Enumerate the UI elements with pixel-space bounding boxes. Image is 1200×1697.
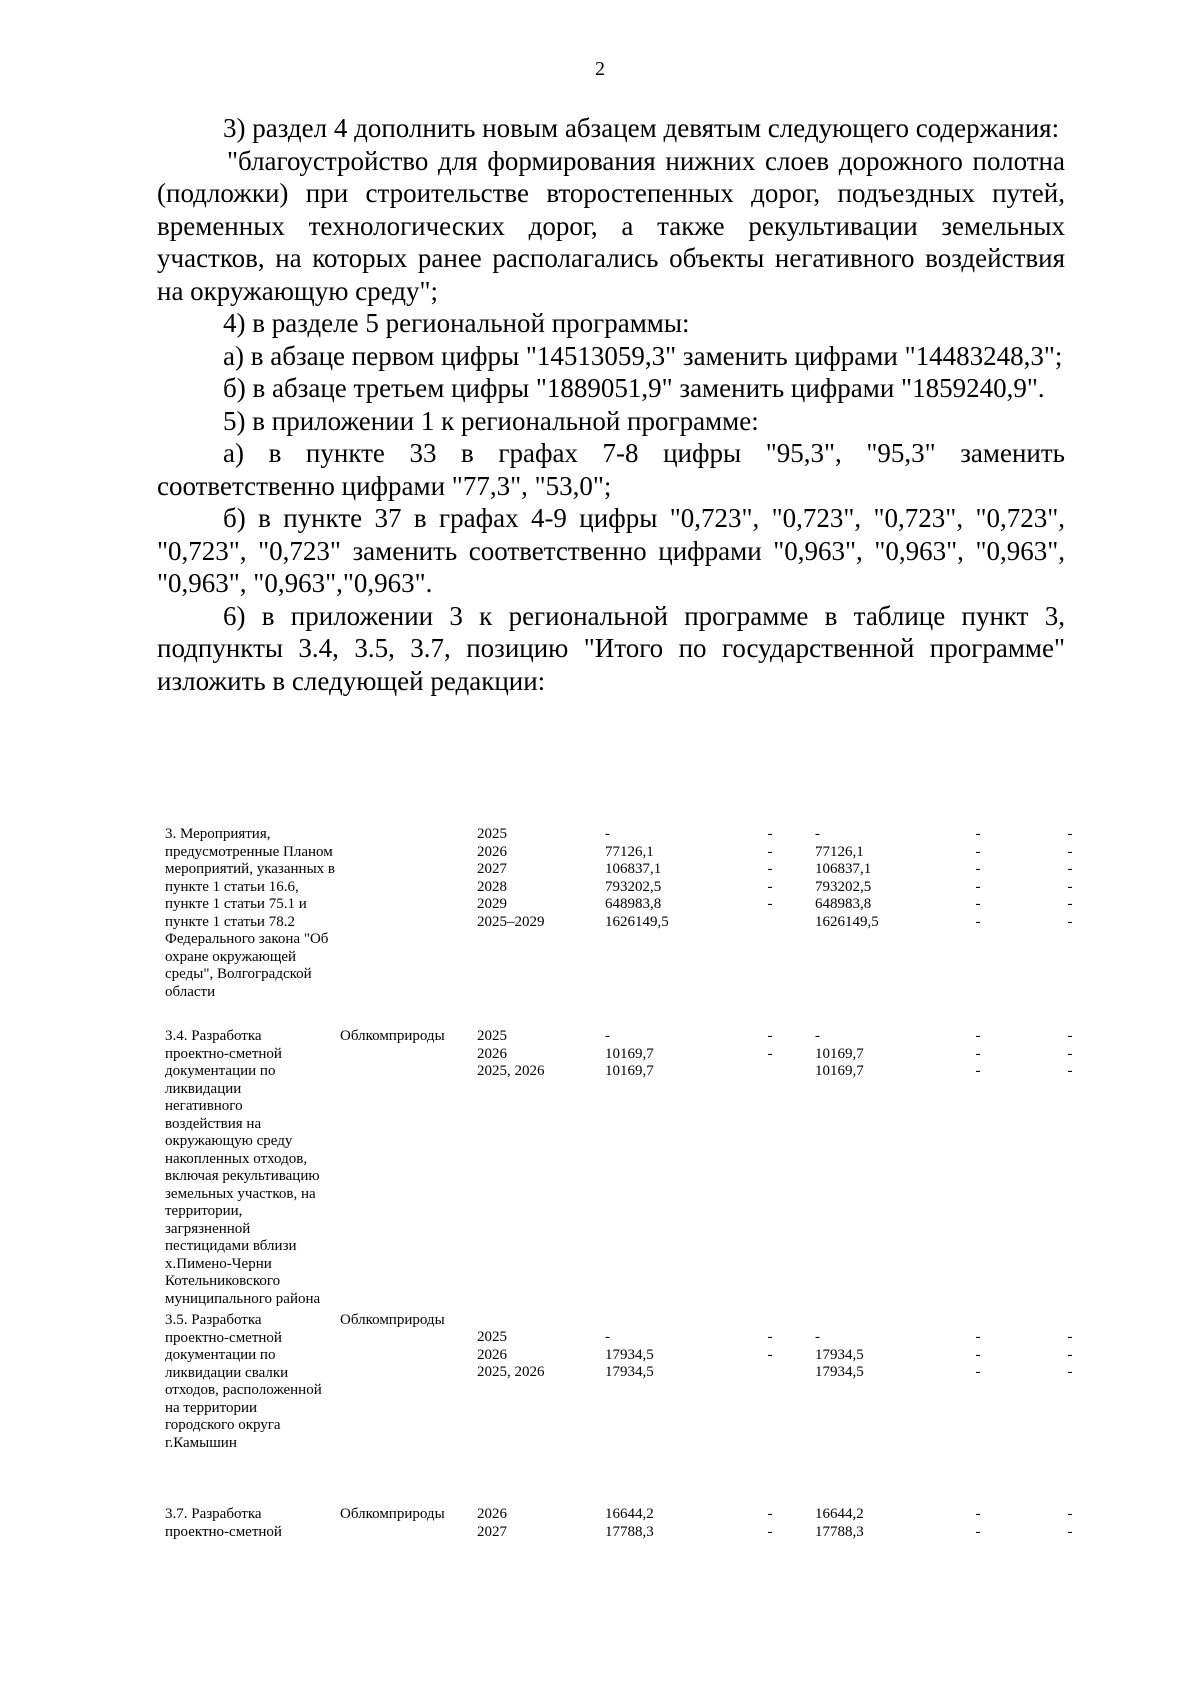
cell-year: 2025–2029: [477, 913, 545, 930]
cell-local: -: [975, 878, 981, 895]
amendment-text: [157, 112, 1065, 697]
cell-year-column: [477, 1028, 587, 1081]
cell-federal: -: [767, 861, 773, 877]
cell-other: -: [1067, 843, 1073, 860]
cell-name: ликвидации: [165, 1080, 242, 1097]
cell-other-column: [1060, 826, 1080, 931]
cell-local: -: [975, 826, 981, 842]
cell-responsible-column: [340, 1312, 470, 1330]
cell-name: проектно-сметной: [165, 1523, 282, 1540]
cell-federal: [760, 1364, 780, 1382]
paragraph-4a: а) в абзаце первом цифры "14513059,3" заменить цифрами "14483248,3";: [223, 340, 1063, 371]
cell-other: -: [1067, 1045, 1073, 1062]
cell-name-column: [165, 1028, 365, 1308]
cell-responsible: Облкомприроды: [340, 1506, 445, 1522]
cell-other: -: [1067, 913, 1073, 930]
cell-other: -: [1067, 878, 1073, 895]
cell-year: 2026: [477, 1045, 507, 1062]
cell-name: включая рекультивацию: [165, 1168, 320, 1184]
cell-federal: -: [767, 896, 773, 912]
cell-name: области: [165, 983, 216, 1000]
cell-name: 3.5. Разработка: [165, 1312, 262, 1328]
paragraph-5: 5) в приложении 1 к региональной программе:: [223, 405, 759, 436]
cell-regional: 106837,1: [815, 861, 872, 877]
cell-name: окружающую среду: [165, 1133, 293, 1149]
cell-name: 3. Мероприятия,: [165, 826, 271, 842]
cell-total: 10169,7: [605, 1063, 654, 1079]
cell-name: городского округа: [165, 1417, 281, 1433]
cell-name: ликвидации свалки: [165, 1364, 289, 1381]
cell-total: 77126,1: [605, 843, 654, 860]
cell-local: -: [975, 1045, 981, 1062]
cell-regional: 17934,5: [815, 1364, 864, 1380]
cell-other: -: [1067, 1329, 1073, 1345]
cell-other: -: [1067, 826, 1073, 842]
cell-year: 2025: [477, 1329, 507, 1345]
cell-local: -: [975, 896, 981, 912]
cell-total: 106837,1: [605, 861, 662, 877]
cell-name: на территории: [165, 1399, 258, 1416]
cell-name: х.Пимено-Черни: [165, 1255, 272, 1272]
cell-responsible-column: [340, 1506, 470, 1524]
cell-federal: -: [767, 1028, 773, 1044]
paragraph-4: 4) в разделе 5 региональной программы:: [223, 308, 690, 338]
cell-other: -: [1067, 1063, 1073, 1079]
cell-other-column: [1060, 1028, 1080, 1081]
cell-federal: -: [767, 1329, 773, 1345]
cell-total: 17788,3: [605, 1523, 654, 1540]
cell-local: -: [975, 1523, 981, 1540]
cell-name: отходов, расположенной: [165, 1382, 322, 1398]
cell-regional: 16644,2: [815, 1506, 864, 1522]
cell-name: пункте 1 статьи 16.6,: [165, 878, 299, 895]
page-number: 2: [595, 58, 605, 80]
cell-year: 2025: [477, 1028, 507, 1044]
cell-local: -: [975, 1346, 981, 1363]
cell-total: 10169,7: [605, 1045, 654, 1062]
cell-name-column: [165, 1312, 365, 1452]
cell-name: территории,: [165, 1203, 243, 1219]
cell-regional-column: [815, 1028, 925, 1081]
cell-federal: -: [767, 1506, 773, 1522]
cell-federal: -: [767, 1523, 773, 1540]
cell-name: негативного: [165, 1098, 243, 1114]
cell-total: 1626149,5: [605, 913, 669, 930]
cell-local: -: [975, 1329, 981, 1345]
cell-year: 2025, 2026: [477, 1063, 545, 1079]
cell-year-column: [477, 1329, 587, 1382]
cell-federal-column: [760, 826, 780, 931]
cell-name: проектно-сметной: [165, 1329, 282, 1346]
cell-name: среды", Волгоградской: [165, 966, 312, 982]
cell-regional: 10169,7: [815, 1063, 864, 1079]
cell-total: 793202,5: [605, 878, 662, 895]
cell-other: -: [1067, 861, 1073, 877]
cell-responsible: [340, 826, 470, 844]
cell-total: 16644,2: [605, 1506, 654, 1522]
cell-name: охране окружающей: [165, 948, 297, 965]
cell-other: -: [1067, 1364, 1073, 1380]
cell-local: -: [975, 861, 981, 877]
cell-federal: [760, 1063, 780, 1081]
paragraph-6: 6) в приложении 3 к региональной программе в таблице пункт 3, подпункты 3.4, 3.5, 3.7, позицию "Итого по государственной программе" изложить в следующей редакции:: [157, 600, 1065, 696]
cell-federal: -: [767, 878, 773, 895]
cell-federal: -: [767, 826, 773, 842]
cell-name: предусмотренные Планом: [165, 843, 333, 860]
cell-regional: -: [815, 1329, 820, 1345]
cell-name: муниципального района: [165, 1290, 321, 1307]
cell-federal: -: [767, 1045, 773, 1062]
cell-local-column: [968, 1329, 988, 1382]
cell-name: Федерального закона "Об: [165, 931, 329, 947]
cell-local: -: [975, 1506, 981, 1522]
cell-regional: 648983,8: [815, 896, 872, 912]
cell-name: загрязненной: [165, 1220, 251, 1237]
cell-name: пестицидами вблизи: [165, 1238, 297, 1254]
cell-name: документации по: [165, 1347, 276, 1363]
cell-year: 2027: [477, 861, 507, 877]
paragraph-5a: а) в пункте 33 в графах 7-8 цифры "95,3", "95,3" заменить соответственно цифрами "77,3", "53,0";: [157, 438, 1065, 501]
cell-federal: -: [767, 1346, 773, 1363]
cell-regional: 17934,5: [815, 1346, 864, 1363]
cell-total: -: [605, 826, 610, 842]
cell-regional: -: [815, 826, 820, 842]
paragraph-quote: "благоустройство для формирования нижних слоев дорожного полотна (подложки) при строительстве второстепенных дорог, подъездных путей, временных технологических дорог, а также рекультивации земельных участков, на которых ранее располагались объекты негативного воздействия на окружающую среду";: [157, 145, 1065, 306]
cell-name: Котельниковского: [165, 1273, 281, 1289]
cell-regional: 793202,5: [815, 878, 872, 895]
cell-total: 17934,5: [605, 1364, 654, 1380]
cell-name: пункте 1 статьи 78.2: [165, 913, 295, 930]
cell-local: -: [975, 843, 981, 860]
cell-year: 2026: [477, 1346, 507, 1363]
paragraph-4b: б) в абзаце третьем цифры "1889051,9" заменить цифрами "1859240,9".: [223, 373, 1045, 403]
cell-responsible: Облкомприроды: [340, 1312, 445, 1328]
cell-year: 2026: [477, 1506, 507, 1522]
cell-total-column: [605, 1329, 705, 1382]
cell-federal: -: [767, 843, 773, 860]
cell-regional: 17788,3: [815, 1523, 864, 1540]
cell-name: проектно-сметной: [165, 1045, 282, 1062]
cell-name-column: [165, 826, 365, 1001]
paragraph-3: 3) раздел 4 дополнить новым абзацем девятым следующего содержания:: [223, 113, 1060, 143]
cell-name: накопленных отходов,: [165, 1150, 308, 1167]
cell-other: -: [1067, 1523, 1073, 1540]
cell-name-column: [165, 1506, 365, 1541]
cell-other: -: [1067, 1346, 1073, 1363]
cell-name: 3.7. Разработка: [165, 1506, 262, 1522]
cell-name: г.Камышин: [165, 1434, 237, 1451]
cell-responsible: Облкомприроды: [340, 1028, 445, 1044]
cell-regional-column: [815, 826, 925, 931]
cell-name: пункте 1 статьи 75.1 и: [165, 896, 307, 912]
cell-regional: 10169,7: [815, 1045, 864, 1062]
cell-total: 648983,8: [605, 896, 662, 912]
cell-federal: [760, 914, 780, 932]
cell-regional: 77126,1: [815, 843, 864, 860]
cell-local-column: [968, 1028, 988, 1081]
cell-total-column: [605, 1028, 705, 1081]
paragraph-5b: б) в пункте 37 в графах 4-9 цифры "0,723", "0,723", "0,723", "0,723", "0,723", "0,723" заменить соответственно цифрами "0,963", "0,963", "0,963", "0,963", "0,963","0,963".: [157, 503, 1065, 598]
cell-year: 2027: [477, 1523, 507, 1540]
cell-other: -: [1067, 1028, 1073, 1044]
cell-other: -: [1067, 1506, 1073, 1522]
cell-regional-column: [815, 1506, 925, 1541]
cell-local: -: [975, 913, 981, 930]
cell-total-column: [605, 826, 705, 931]
cell-responsible-column: [340, 826, 470, 844]
cell-federal-column: [760, 1329, 780, 1382]
cell-regional-column: [815, 1329, 925, 1382]
cell-local: -: [975, 1028, 981, 1044]
cell-local-column: [968, 826, 988, 931]
cell-year-column: [477, 826, 587, 931]
cell-local: -: [975, 1063, 981, 1079]
cell-name: мероприятий, указанных в: [165, 861, 335, 877]
cell-name: 3.4. Разработка: [165, 1028, 262, 1044]
cell-total-column: [605, 1506, 705, 1541]
cell-responsible-column: [340, 1028, 470, 1046]
cell-local-column: [968, 1506, 988, 1541]
cell-name: земельных участков, на: [165, 1185, 316, 1202]
cell-total: 17934,5: [605, 1346, 654, 1363]
cell-regional: -: [815, 1028, 820, 1044]
cell-year: 2025: [477, 826, 507, 842]
cell-name: воздействия на: [165, 1115, 262, 1132]
cell-other-column: [1060, 1329, 1080, 1382]
cell-year: 2025, 2026: [477, 1364, 545, 1380]
cell-other-column: [1060, 1506, 1080, 1541]
cell-local: -: [975, 1364, 981, 1380]
cell-regional: 1626149,5: [815, 913, 879, 930]
cell-year: 2028: [477, 878, 507, 895]
cell-federal-column: [760, 1506, 780, 1541]
cell-year-column: [477, 1506, 587, 1541]
cell-year: 2026: [477, 843, 507, 860]
cell-total: -: [605, 1329, 610, 1345]
cell-year: 2029: [477, 896, 507, 912]
cell-total: -: [605, 1028, 610, 1044]
cell-federal-column: [760, 1028, 780, 1081]
cell-other: -: [1067, 896, 1073, 912]
cell-name: документации по: [165, 1063, 276, 1079]
